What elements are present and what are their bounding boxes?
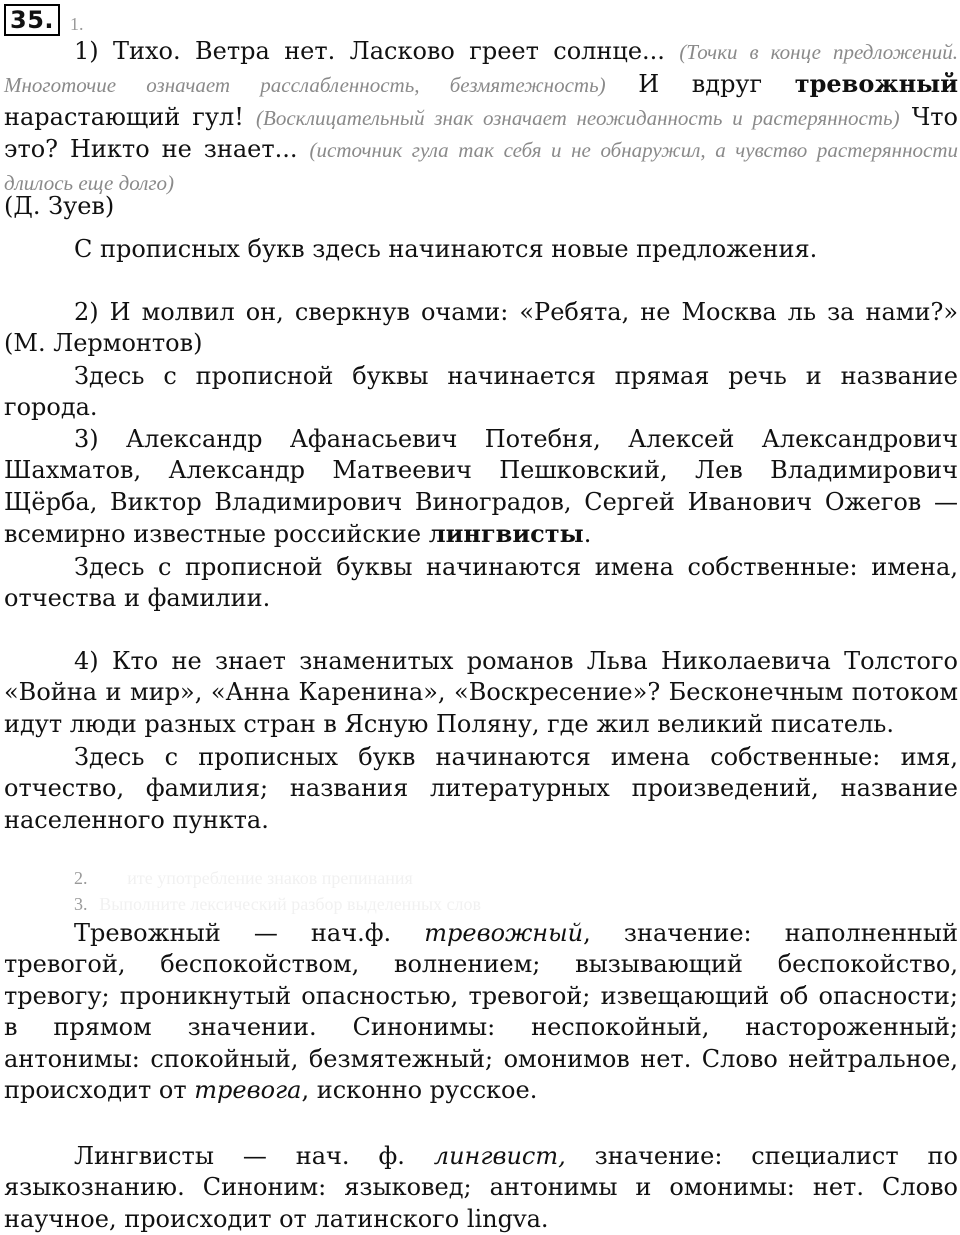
lexical-analysis-lingvisty	[4, 1141, 958, 1235]
punctuation-note-1: (Точки в конце предложений. Многоточие означает расслабленность, безмятежность)	[4, 40, 958, 98]
paragraph-1-sentence-2b: нарастающий гул!	[4, 102, 244, 131]
paragraph-1-explanation: С прописных букв здесь начинаются новые предложения.	[74, 235, 818, 263]
paragraph-1-author: (Д. Зуев)	[4, 192, 115, 220]
task-3-number: 3.	[74, 894, 88, 914]
paragraph-3-explanation: Здесь с прописной буквы начинаются имена собственные: имена, отчества и фамилии.	[4, 553, 958, 613]
lexical-1-lead: Тревожный — нач.ф.	[74, 919, 392, 947]
paragraph-1-sentence-2a: И вдруг	[638, 70, 763, 99]
highlighted-word-lingvisty: лингвисты	[428, 519, 584, 549]
lexical-2-text: значение: специалист по языкознанию. Синоним: языковед; антонимы и омонимы: нет. Слово научное, происходит от латинского lingva.	[4, 1142, 959, 1233]
paragraph-3-text: 3) Александр Афанасьевич Потебня, Алексей Александрович Шахматов, Александр Матвеевич Пешковский, Лев Владимирович Щёрба, Виктор Владимирович Виноградов, Сергей Иванович Ожегов — всемирно известные российские	[4, 425, 958, 549]
task-2-line	[74, 866, 413, 891]
paragraph-1	[4, 36, 958, 199]
lexical-1-end: , исконно русское.	[301, 1076, 538, 1105]
paragraph-2: 2) И молвил он, сверкнув очами: «Ребята, не Москва ль за нами?» (М. Лермонтов)	[4, 298, 958, 358]
lexical-analysis-trevozhny	[4, 918, 958, 1106]
lexical-2-lead: Лингвисты — нач. ф.	[74, 1142, 405, 1170]
task-2-number: 2.	[74, 868, 88, 888]
paragraph-3-end: .	[583, 520, 592, 549]
lexical-1-origin-word: тревога	[194, 1076, 302, 1105]
lexical-1-text: , значение: наполненный тревогой, беспокойством, волнением; вызывающий беспокойство, тревогу; проникнутый опасностью, тревогой; извещающий об опасности; в прямом значении. Синонимы: неспокойный, настороженный; антонимы: спокойный, безмятежный; омонимов нет. Слово нейтральное, происходит от	[4, 919, 959, 1105]
task-1-number: 1.	[70, 14, 84, 34]
paragraph-4: 4) Кто не знает знаменитых романов Льва Николаевича Толстого «Война и мир», «Анна Каренина», «Воскресение»? Бесконечным потоком идут люди разных стран в Ясную Поляну, где жил великий писатель.	[4, 647, 958, 738]
lexical-1-initial-form: тревожный	[424, 919, 584, 947]
paragraph-2-explanation: Здесь с прописной буквы начинается прямая речь и название города.	[4, 362, 958, 422]
exercise-number: 35.	[4, 4, 60, 36]
punctuation-note-3: (источник гула так себя и не обнаружил, а чувство растерянности длилось еще долго)	[4, 138, 958, 195]
punctuation-note-2: (Восклицательный знак означает неожиданность и растерянность)	[256, 105, 900, 130]
exercise-header	[4, 4, 84, 36]
task-2-text: ите употребление знаков препинания	[127, 868, 413, 888]
task-3-text: Выполните лексический разбор выделенных слов	[99, 894, 482, 914]
paragraph-1-lead: 1) Тихо. Ветра нет. Ласково греет солнце...	[74, 37, 665, 65]
lexical-2-initial-form: лингвист,	[433, 1142, 566, 1170]
paragraph-3	[4, 424, 958, 551]
paragraph-4-explanation: Здесь с прописных букв начинаются имена собственные: имя, отчество, фамилия; названия литературных произведений, название населенного пункта.	[4, 743, 958, 834]
task-3-line	[74, 892, 481, 917]
paragraph-1-sentence-3: Что это? Никто не знает...	[4, 102, 958, 164]
highlighted-word-trevozhny: тревожный	[794, 69, 959, 99]
